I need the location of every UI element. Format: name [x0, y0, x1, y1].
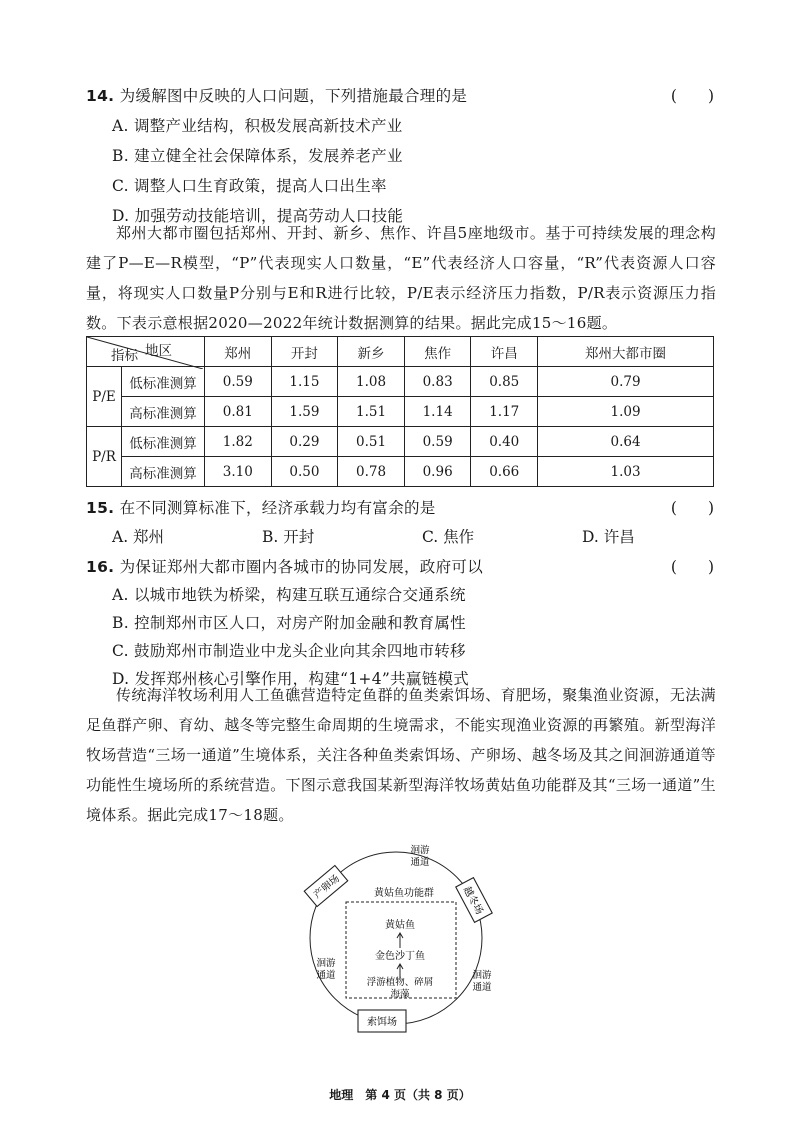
q15-option-c[interactable]: C. 焦作	[422, 528, 475, 546]
table-row	[87, 397, 714, 427]
wintering-ground-label: 越冬场	[460, 884, 485, 917]
table-row	[87, 457, 714, 487]
col-header: 郑州大都市圈	[538, 337, 714, 367]
table-corner-cell	[87, 337, 205, 367]
table-cell: 0.29	[271, 427, 338, 457]
base-food-label: 海藻	[390, 989, 410, 1000]
channel-right-label: 洄游	[472, 970, 492, 981]
q16-text: 为保证郑州大都市圈内各城市的协同发展，政府可以	[119, 558, 483, 576]
q14-option-b[interactable]: B. 建立健全社会保障体系，发展养老产业	[112, 147, 403, 165]
q16-option-a[interactable]: A. 以城市地铁为桥梁，构建互联互通综合交通系统	[112, 586, 466, 604]
channel-right-label: 通道	[472, 982, 492, 993]
col-header: 郑州	[205, 337, 272, 367]
q15-number: 15.	[86, 499, 115, 517]
channel-left-label: 通道	[316, 970, 336, 981]
passage-marine-ranch	[86, 680, 716, 830]
col-header: 焦作	[404, 337, 471, 367]
table-cell: 1.51	[338, 397, 405, 427]
q16-option-c[interactable]: C. 鼓励郑州市制造业中龙头企业向其余四地市转移	[112, 642, 466, 660]
row-label: 高标准测算	[122, 457, 205, 487]
table-cell: 1.17	[471, 397, 538, 427]
passage-zhengzhou	[86, 218, 716, 338]
pressure-index-table	[86, 336, 714, 487]
corner-region-label: 地区	[145, 343, 172, 359]
table-cell: 0.85	[471, 367, 538, 397]
q16-stem	[86, 555, 483, 577]
q14-stem	[86, 84, 467, 106]
channel-top-label: 洄游	[410, 845, 430, 856]
table-cell: 1.08	[338, 367, 405, 397]
q15-answer-paren[interactable]: ( )	[670, 499, 714, 517]
table-cell: 0.40	[471, 427, 538, 457]
table-cell: 0.51	[338, 427, 405, 457]
q16-option-d[interactable]: D. 发挥郑州核心引擎作用，构建“1+4”共赢链模式	[112, 670, 470, 688]
q16-number: 16.	[86, 558, 115, 576]
q16-option-b[interactable]: B. 控制郑州市区人口，对房产附加金融和教育属性	[112, 614, 466, 632]
table-cell: 3.10	[205, 457, 272, 487]
q15-stem	[86, 496, 436, 518]
q14-text: 为缓解图中反映的人口问题，下列措施最合理的是	[119, 87, 468, 105]
table-cell: 0.66	[471, 457, 538, 487]
indicator-pr: P/R	[87, 427, 122, 487]
table-cell: 0.59	[205, 367, 272, 397]
q15-option-a[interactable]: A. 郑州	[112, 528, 165, 546]
table-cell: 0.59	[404, 427, 471, 457]
table-cell: 1.03	[538, 457, 714, 487]
table-row	[87, 367, 714, 397]
passage-zhengzhou-text: 郑州大都市圈包括郑州、开封、新乡、焦作、许昌5座地级市。基于可持续发展的理念构建了P—E—R模型，“P”代表现实人口数量，“E”代表经济人口容量，“R”代表资源人口容量，将现实人口数量P分别与E和R进行比较，P/E表示经济压力指数，P/R表示资源压力指数。下表示意根据2020—2022年统计数据测算的结果。据此完成15～16题。	[86, 224, 716, 332]
mid-fish-label: 金色沙丁鱼	[375, 951, 425, 962]
table-cell: 0.83	[404, 367, 471, 397]
q14-number: 14.	[86, 87, 115, 105]
row-label: 低标准测算	[122, 427, 205, 457]
table-cell: 0.64	[538, 427, 714, 457]
table-row	[87, 427, 714, 457]
table-cell: 0.81	[205, 397, 272, 427]
feeding-ground-label: 索饵场	[367, 1017, 397, 1028]
q14-answer-paren[interactable]: ( )	[670, 87, 714, 105]
q15-option-d[interactable]: D. 许昌	[582, 528, 635, 546]
marine-ranch-diagram	[296, 838, 496, 1038]
q16-answer-paren[interactable]: ( )	[670, 558, 714, 576]
table-cell: 1.14	[404, 397, 471, 427]
table-cell: 1.09	[538, 397, 714, 427]
row-label: 高标准测算	[122, 397, 205, 427]
top-fish-label: 黄姑鱼	[385, 920, 415, 931]
q15-option-b[interactable]: B. 开封	[262, 528, 315, 546]
passage-marine-ranch-text: 传统海洋牧场利用人工鱼礁营造特定鱼群的鱼类索饵场、育肥场，聚集渔业资源，无法满足鱼群产卵、育幼、越冬等完整生命周期的生境需求，不能实现渔业资源的再繁殖。新型海洋牧场营造“三场一通道”生境体系，关注各种鱼类索饵场、产卵场、越冬场及其之间洄游通道等功能性生境场所的系统营造。下图示意我国某新型海洋牧场黄姑鱼功能群及其“三场一通道”生境体系。据此完成17～18题。	[86, 686, 716, 824]
col-header: 开封	[271, 337, 338, 367]
channel-top-label: 通道	[410, 857, 430, 868]
table-cell: 0.78	[338, 457, 405, 487]
table-cell: 1.82	[205, 427, 272, 457]
corner-indicator-label: 指标	[111, 348, 138, 364]
wintering-ground-box	[456, 878, 492, 923]
q14-option-a[interactable]: A. 调整产业结构，积极发展高新技术产业	[112, 117, 403, 135]
table-cell: 0.96	[404, 457, 471, 487]
spawning-ground-label: 产卵场	[311, 873, 342, 902]
table-cell: 1.15	[271, 367, 338, 397]
indicator-pe: P/E	[87, 367, 122, 427]
channel-left-label: 洄游	[316, 958, 336, 969]
table-cell: 0.79	[538, 367, 714, 397]
q14-option-c[interactable]: C. 调整人口生育政策，提高人口出生率	[112, 177, 387, 195]
table-cell: 1.59	[271, 397, 338, 427]
q15-text: 在不同测算标准下，经济承载力均有富余的是	[119, 499, 436, 517]
page-footer: 地理 第 4 页（共 8 页）	[329, 1088, 471, 1102]
col-header: 新乡	[338, 337, 405, 367]
feeding-ground-box	[358, 1010, 406, 1032]
functional-group-title: 黄姑鱼功能群	[374, 888, 434, 899]
table-cell: 0.50	[271, 457, 338, 487]
table-header-row	[87, 337, 714, 367]
base-food-label: 浮游植物、碎屑	[366, 977, 434, 988]
row-label: 低标准测算	[122, 367, 205, 397]
q14-option-d[interactable]: D. 加强劳动技能培训，提高劳动人口技能	[112, 207, 404, 225]
col-header: 许昌	[471, 337, 538, 367]
